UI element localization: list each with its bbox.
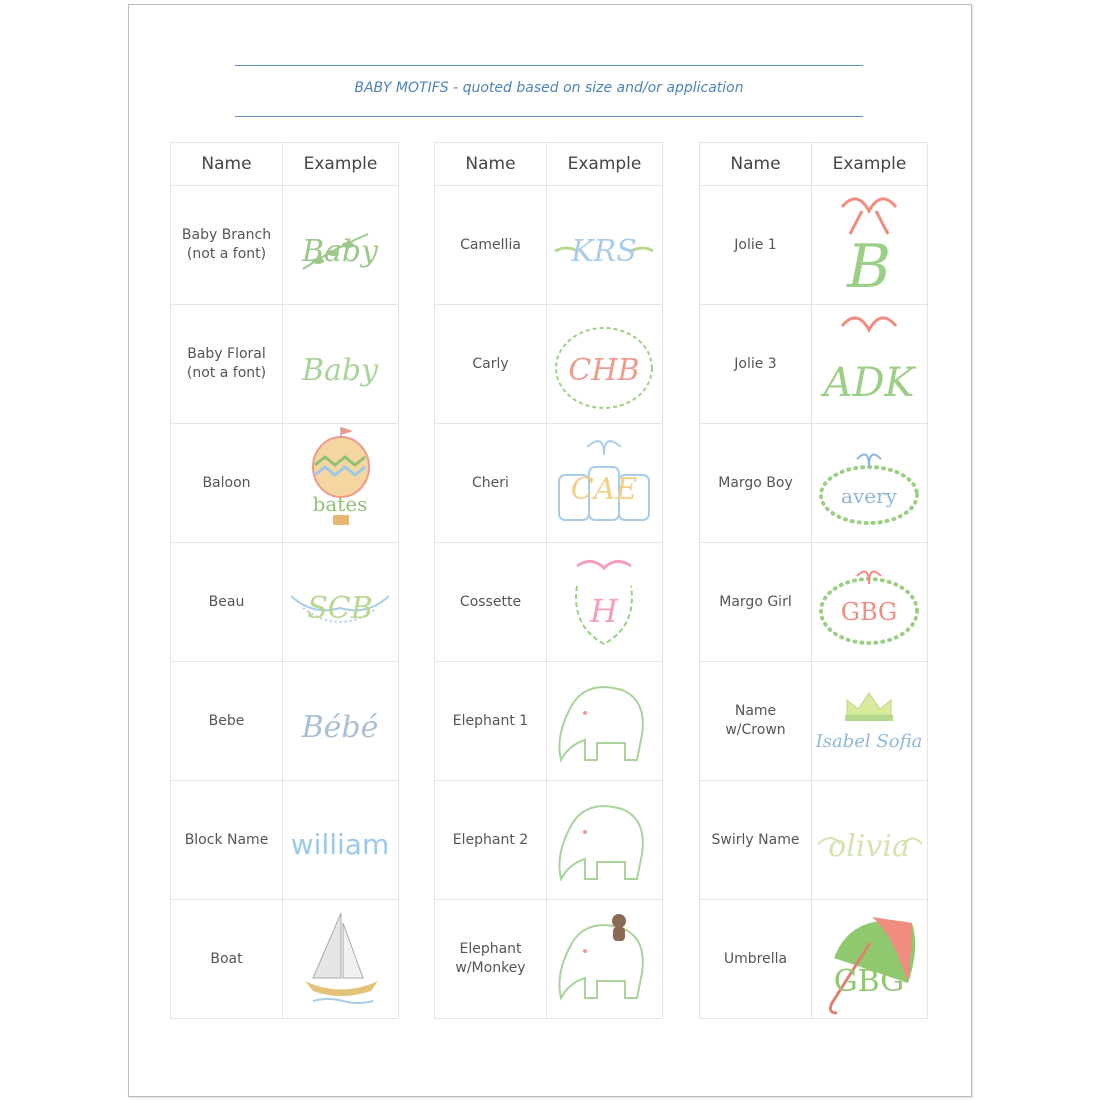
motif-name: Baby Branch (not a font) [171,186,283,305]
name-header: Name [435,143,547,186]
motif-example [547,900,663,1019]
motif-table-2 [434,142,663,1019]
motif-sample-text: olivia [828,829,910,864]
motif-illustration [283,665,398,777]
motif-illustration [547,903,662,1015]
motif-example [283,424,399,543]
motif-name: Carly [435,305,547,424]
motif-example [547,781,663,900]
motif-row-elephant-1 [435,662,663,781]
motif-row-elephant-w-monkey [435,900,663,1019]
motif-row-bebe [171,662,399,781]
motif-name: Block Name [171,781,283,900]
motif-row-umbrella [700,900,928,1019]
motif-example [547,662,663,781]
example-header: Example [547,143,663,186]
motif-illustration [283,427,398,539]
motif-sample-text: Isabel Sofia [815,731,923,752]
motif-name: Beau [171,543,283,662]
example-header: Example [283,143,399,186]
motif-illustration [812,784,927,896]
motif-example [812,900,928,1019]
motif-illustration [812,427,927,539]
motif-table-1 [170,142,399,1019]
motif-sample-text: GBG [833,964,905,999]
motif-illustration [547,546,662,658]
motif-name: Cheri [435,424,547,543]
motif-illustration [283,546,398,658]
motif-illustration [812,308,927,420]
motif-example [812,186,928,305]
motif-row-margo-boy [700,424,928,543]
motif-row-jolie-1 [700,186,928,305]
motif-name: Bebe [171,662,283,781]
motif-sample-text: bates [312,492,368,516]
motif-name: Swirly Name [700,781,812,900]
motif-name: Name w/Crown [700,662,812,781]
motif-illustration [547,189,662,301]
page-subtitle: BABY MOTIFS - quoted based on size and/or application [354,80,744,96]
motif-sample-text: KRS [571,234,637,269]
motif-example [283,186,399,305]
motif-row-cheri [435,424,663,543]
motif-name: Baby Floral (not a font) [171,305,283,424]
motif-row-swirly-name [700,781,928,900]
motif-name: Camellia [435,186,547,305]
motif-example [812,662,928,781]
motif-example [812,543,928,662]
motif-row-name-w-crown [700,662,928,781]
motif-example [547,543,663,662]
motif-sample-text: Bébé [301,710,379,745]
name-header: Name [700,143,812,186]
motif-example [283,305,399,424]
motif-example [283,900,399,1019]
motif-illustration [812,903,927,1015]
motif-row-cossette [435,543,663,662]
motif-row-camellia [435,186,663,305]
motif-table-3 [699,142,928,1019]
motif-row-elephant-2 [435,781,663,900]
motif-example [547,305,663,424]
motif-sample-text: william [290,828,390,861]
motif-illustration [283,903,398,1015]
motif-illustration [812,665,927,777]
motif-name: Cossette [435,543,547,662]
motif-example [812,305,928,424]
motif-row-block-name [171,781,399,900]
motif-sample-text: GBG [840,598,898,626]
motif-sample-text: CAE [570,472,638,507]
motif-name: Baloon [171,424,283,543]
motif-illustration [283,308,398,420]
motif-example [812,424,928,543]
motif-row-beau [171,543,399,662]
header-rule-bottom [235,116,863,117]
motif-illustration [812,189,927,301]
motif-sample-text: Baby [301,353,379,388]
motif-row-baloon [171,424,399,543]
motif-sample-text: SCB [307,591,373,626]
motif-row-boat [171,900,399,1019]
motif-example [283,781,399,900]
header-rule-top [235,65,863,66]
motif-example [283,662,399,781]
motif-name: Jolie 3 [700,305,812,424]
motif-illustration [283,784,398,896]
motif-name: Umbrella [700,900,812,1019]
motif-name: Elephant w/Monkey [435,900,547,1019]
motif-sample-text: B [846,232,892,301]
motif-illustration [547,784,662,896]
motif-sample-text: Baby [301,234,379,269]
motif-name: Elephant 2 [435,781,547,900]
motif-row-baby-branch-not-a-font [171,186,399,305]
motif-name: Margo Girl [700,543,812,662]
motif-sample-text: CHB [568,353,640,388]
motif-sample-text: avery [841,484,897,508]
motif-illustration [283,189,398,301]
motif-name: Margo Boy [700,424,812,543]
motif-name: Elephant 1 [435,662,547,781]
motif-illustration [547,427,662,539]
motif-sample-text: H [590,592,618,630]
motif-example [547,424,663,543]
motif-sample-text: ADK [823,360,915,406]
motif-illustration [547,308,662,420]
motif-row-baby-floral-not-a-font [171,305,399,424]
motif-example [283,543,399,662]
motif-row-margo-girl [700,543,928,662]
motif-illustration [547,665,662,777]
motif-name: Boat [171,900,283,1019]
example-header: Example [812,143,928,186]
motif-illustration [812,546,927,658]
name-header: Name [171,143,283,186]
motif-row-jolie-3 [700,305,928,424]
motif-example [547,186,663,305]
motif-name: Jolie 1 [700,186,812,305]
motif-example [812,781,928,900]
motif-row-carly [435,305,663,424]
